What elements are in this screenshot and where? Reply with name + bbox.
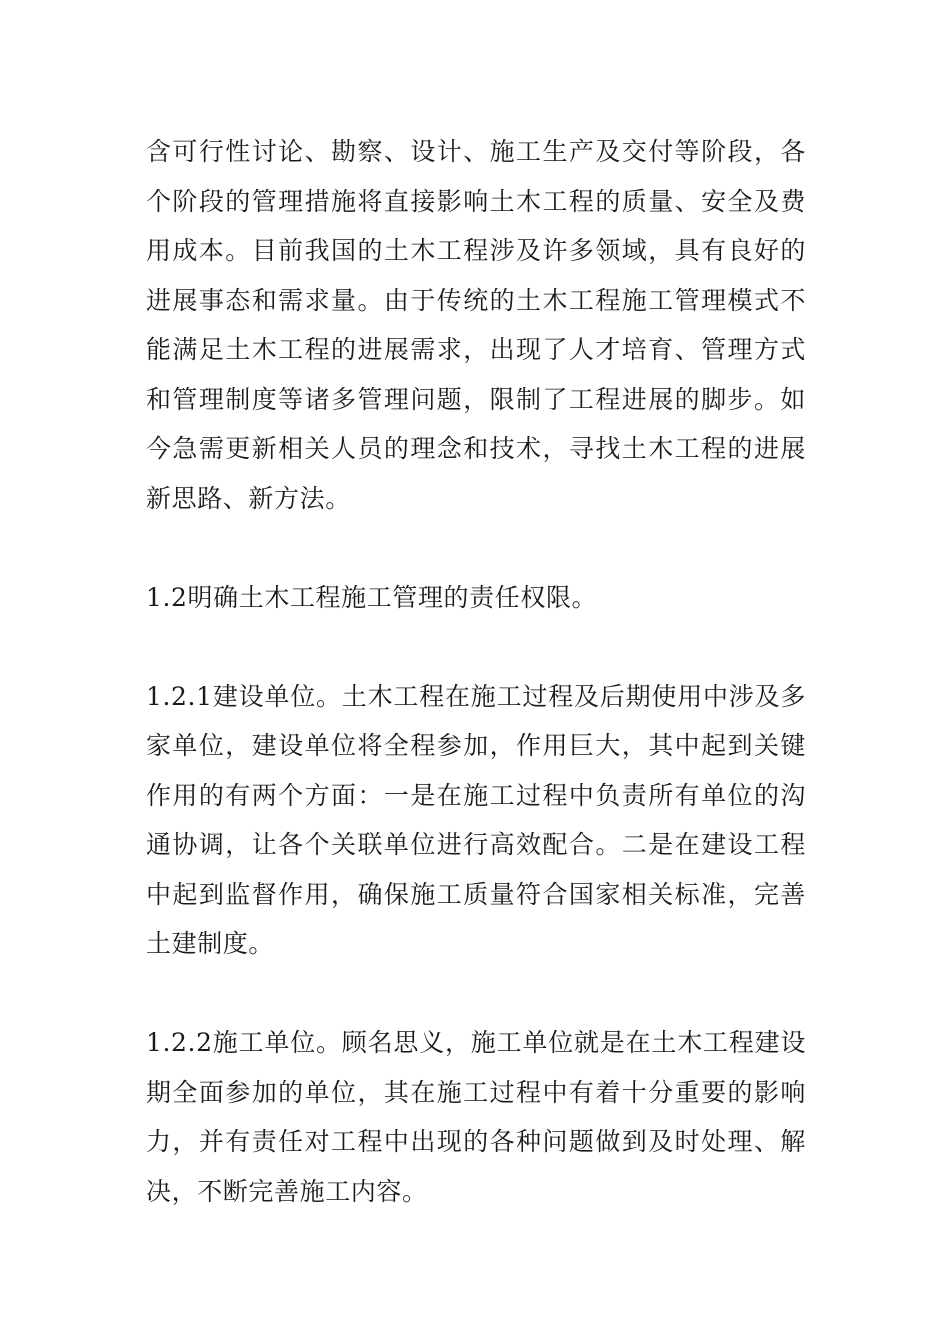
section-heading-1-2: 1.2明确土木工程施工管理的责任权限。 <box>146 582 598 612</box>
document-body <box>146 127 806 1216</box>
paragraph-1-2-1: 1.2.1建设单位。土木工程在施工过程及后期使用中涉及多家单位，建设单位将全程参加，作用巨大，其中起到关键作用的有两个方面：一是在施工过程中负责所有单位的沟通协调，让各个关联单位进行高效配合。二是在建设工程中起到监督作用，确保施工质量符合国家相关标准，完善土建制度。 <box>146 681 806 958</box>
paragraph-intro: 含可行性讨论、勘察、设计、施工生产及交付等阶段，各个阶段的管理措施将直接影响土木工程的质量、安全及费用成本。目前我国的土木工程涉及许多领域，具有良好的进展事态和需求量。由于传统的土木工程施工管理模式不能满足土木工程的进展需求，出现了人才培育、管理方式和管理制度等诸多管理问题，限制了工程进展的脚步。如今急需更新相关人员的理念和技术，寻找土木工程的进展新思路、新方法。 <box>146 137 806 513</box>
paragraph-1-2-2: 1.2.2施工单位。顾名思义，施工单位就是在土木工程建设期全面参加的单位，其在施工过程中有着十分重要的影响力，并有责任对工程中出现的各种问题做到及时处理、解决，不断完善施工内容。 <box>146 1028 806 1206</box>
